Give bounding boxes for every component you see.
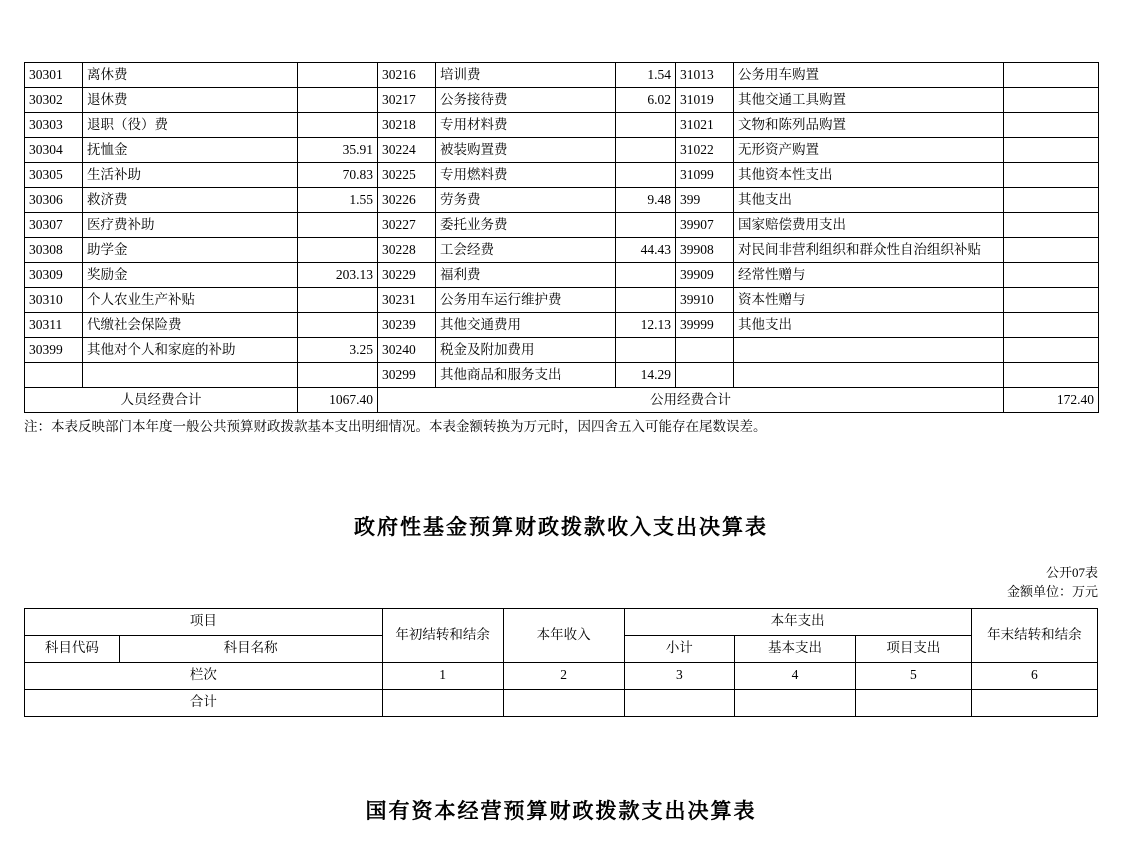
- row-2-name-2: 专用材料费: [436, 113, 616, 138]
- row-2-code-3: 31021: [676, 113, 734, 138]
- fund-cell-1-2: [624, 689, 734, 716]
- fund-cell-0-4: 5: [856, 662, 972, 689]
- row-9-value-3: [1004, 288, 1099, 313]
- row-12-code-3: [676, 363, 734, 388]
- row-11-value-3: [1004, 338, 1099, 363]
- row-2-code-2: 30218: [378, 113, 436, 138]
- row-2-name-1: 退职（役）费: [83, 113, 298, 138]
- row-12-name-1: [83, 363, 298, 388]
- row-10-code-3: 39999: [676, 313, 734, 338]
- fund-cell-1-3: [735, 689, 856, 716]
- row-8-code-3: 39909: [676, 263, 734, 288]
- row-0-name-1: 离休费: [83, 63, 298, 88]
- fund-header-subtotal: 小计: [624, 635, 734, 662]
- row-11-value-2: [616, 338, 676, 363]
- fund-amount-unit: 金额单位：万元: [1006, 584, 1098, 600]
- fund-cell-1-5: [971, 689, 1097, 716]
- row-3-value-1: 35.91: [298, 138, 378, 163]
- row-6-name-1: 医疗费补助: [83, 213, 298, 238]
- soe-section-title: 国有资本经营预算财政拨款支出决算表: [365, 798, 757, 823]
- row-5-code-3: 399: [676, 188, 734, 213]
- row-6-code-2: 30227: [378, 213, 436, 238]
- row-0-value-2: 1.54: [616, 63, 676, 88]
- fund-meta: [24, 563, 1098, 602]
- fund-header-year-income: 本年收入: [503, 608, 624, 662]
- row-7-name-1: 助学金: [83, 238, 298, 263]
- row-8-code-1: 30309: [25, 263, 83, 288]
- row-7-value-2: 44.43: [616, 238, 676, 263]
- row-8-name-3: 经常性赠与: [734, 263, 1004, 288]
- row-7-value-3: [1004, 238, 1099, 263]
- row-10-code-2: 30239: [378, 313, 436, 338]
- row-0-name-3: 公务用车购置: [734, 63, 1004, 88]
- row-11-name-2: 税金及附加费用: [436, 338, 616, 363]
- fund-row-column-index: [25, 662, 1098, 689]
- row-4-name-2: 专用燃料费: [436, 163, 616, 188]
- row-0-code-3: 31013: [676, 63, 734, 88]
- row-11-code-3: [676, 338, 734, 363]
- row-1-name-3: 其他交通工具购置: [734, 88, 1004, 113]
- row-7-code-1: 30308: [25, 238, 83, 263]
- row-9-name-3: 资本性赠与: [734, 288, 1004, 313]
- fund-cell-1-0: [382, 689, 503, 716]
- row-8-code-2: 30229: [378, 263, 436, 288]
- row-2-name-3: 文物和陈列品购置: [734, 113, 1004, 138]
- row-10-value-1: [298, 313, 378, 338]
- row-4-value-1: 70.83: [298, 163, 378, 188]
- row-6-name-3: 国家赔偿费用支出: [734, 213, 1004, 238]
- row-4-name-3: 其他资本性支出: [734, 163, 1004, 188]
- row-11-code-2: 30240: [378, 338, 436, 363]
- row-5-name-1: 救济费: [83, 188, 298, 213]
- row-3-name-2: 被装购置费: [436, 138, 616, 163]
- row-6-name-2: 委托业务费: [436, 213, 616, 238]
- row-7-value-1: [298, 238, 378, 263]
- row-2-value-3: [1004, 113, 1099, 138]
- row-12-code-1: [25, 363, 83, 388]
- row-1-value-1: [298, 88, 378, 113]
- row-4-name-1: 生活补助: [83, 163, 298, 188]
- row-12-code-2: 30299: [378, 363, 436, 388]
- row-10-value-3: [1004, 313, 1099, 338]
- fund-row-total: [25, 689, 1098, 716]
- fund-header-end-balance: 年末结转和结余: [971, 608, 1097, 662]
- row-3-code-2: 30224: [378, 138, 436, 163]
- row-5-value-1: 1.55: [298, 188, 378, 213]
- row-5-value-3: [1004, 188, 1099, 213]
- row-8-value-1: 203.13: [298, 263, 378, 288]
- row-0-name-2: 培训费: [436, 63, 616, 88]
- row-12-name-2: 其他商品和服务支出: [436, 363, 616, 388]
- row-10-name-2: 其他交通费用: [436, 313, 616, 338]
- row-5-name-2: 劳务费: [436, 188, 616, 213]
- row-5-name-3: 其他支出: [734, 188, 1004, 213]
- table-note: 注：本表反映部门本年度一般公共预算财政拨款基本支出明细情况。本表金额转换为万元时，因四舍五入可能存在尾数误差。: [24, 419, 767, 434]
- fund-cell-0-0: 1: [382, 662, 503, 689]
- row-11-code-1: 30399: [25, 338, 83, 363]
- table-row: [25, 313, 1099, 338]
- row-7-code-3: 39908: [676, 238, 734, 263]
- table-row: [25, 88, 1099, 113]
- row-12-name-3: [734, 363, 1004, 388]
- fund-cell-1-1: [503, 689, 624, 716]
- table-row: [25, 113, 1099, 138]
- row-4-value-3: [1004, 163, 1099, 188]
- table-row: [25, 238, 1099, 263]
- row-9-name-1: 个人农业生产补贴: [83, 288, 298, 313]
- row-7-name-2: 工会经费: [436, 238, 616, 263]
- fund-budget-table: [24, 608, 1098, 717]
- row-10-value-2: 12.13: [616, 313, 676, 338]
- fund-cell-0-3: 4: [735, 662, 856, 689]
- table-row: [25, 363, 1099, 388]
- fund-header-project-expense: 项目支出: [856, 635, 972, 662]
- fund-header-subject-name: 科目名称: [119, 635, 382, 662]
- row-1-code-1: 30302: [25, 88, 83, 113]
- table-row: [25, 338, 1099, 363]
- row-6-code-1: 30307: [25, 213, 83, 238]
- row-0-value-3: [1004, 63, 1099, 88]
- row-5-value-2: 9.48: [616, 188, 676, 213]
- row-10-code-1: 30311: [25, 313, 83, 338]
- row-7-name-3: 对民间非营利组织和群众性自治组织补贴: [734, 238, 1004, 263]
- row-10-name-1: 代缴社会保险费: [83, 313, 298, 338]
- row-0-code-1: 30301: [25, 63, 83, 88]
- row-12-value-1: [298, 363, 378, 388]
- row-6-value-3: [1004, 213, 1099, 238]
- personnel-total-label: 人员经费合计: [25, 388, 298, 413]
- row-1-value-3: [1004, 88, 1099, 113]
- table-row: [25, 163, 1099, 188]
- row-8-name-2: 福利费: [436, 263, 616, 288]
- row-2-value-2: [616, 113, 676, 138]
- fund-header-item: 项目: [25, 608, 383, 635]
- row-3-value-2: [616, 138, 676, 163]
- row-7-code-2: 30228: [378, 238, 436, 263]
- row-11-name-1: 其他对个人和家庭的补助: [83, 338, 298, 363]
- row-4-code-3: 31099: [676, 163, 734, 188]
- row-2-value-1: [298, 113, 378, 138]
- fund-cell-0-2: 3: [624, 662, 734, 689]
- fund-cell-0-5: 6: [971, 662, 1097, 689]
- fund-row-label-1: 合计: [25, 689, 383, 716]
- table-row-total: [25, 388, 1099, 413]
- row-4-code-2: 30225: [378, 163, 436, 188]
- fund-form-code: 公开07表: [1045, 564, 1098, 580]
- row-9-value-1: [298, 288, 378, 313]
- personnel-total-value: 1067.40: [298, 388, 378, 413]
- table-row: [25, 63, 1099, 88]
- row-12-value-3: [1004, 363, 1099, 388]
- row-3-name-3: 无形资产购置: [734, 138, 1004, 163]
- row-1-code-2: 30217: [378, 88, 436, 113]
- public-total-value: 172.40: [1004, 388, 1099, 413]
- row-9-code-1: 30310: [25, 288, 83, 313]
- basic-expenditure-detail-table: [24, 62, 1099, 413]
- table-row: [25, 288, 1099, 313]
- row-3-code-1: 30304: [25, 138, 83, 163]
- table-row: [25, 138, 1099, 163]
- table-row: [25, 263, 1099, 288]
- public-total-label: 公用经费合计: [378, 388, 1004, 413]
- row-5-code-2: 30226: [378, 188, 436, 213]
- row-2-code-1: 30303: [25, 113, 83, 138]
- row-11-value-1: 3.25: [298, 338, 378, 363]
- row-9-code-2: 30231: [378, 288, 436, 313]
- fund-header-basic-expense: 基本支出: [735, 635, 856, 662]
- row-0-value-1: [298, 63, 378, 88]
- row-3-value-3: [1004, 138, 1099, 163]
- fund-cell-0-1: 2: [503, 662, 624, 689]
- fund-cell-1-4: [856, 689, 972, 716]
- row-6-value-1: [298, 213, 378, 238]
- row-4-code-1: 30305: [25, 163, 83, 188]
- row-0-code-2: 30216: [378, 63, 436, 88]
- fund-header-subject-code: 科目代码: [25, 635, 120, 662]
- row-6-code-3: 39907: [676, 213, 734, 238]
- row-9-value-2: [616, 288, 676, 313]
- fund-section-title: 政府性基金预算财政拨款收入支出决算表: [354, 514, 768, 539]
- row-11-name-3: [734, 338, 1004, 363]
- row-9-code-3: 39910: [676, 288, 734, 313]
- row-8-name-1: 奖励金: [83, 263, 298, 288]
- row-1-name-1: 退休费: [83, 88, 298, 113]
- fund-header-row-1: [25, 608, 1098, 635]
- fund-header-begin-balance: 年初结转和结余: [382, 608, 503, 662]
- row-6-value-2: [616, 213, 676, 238]
- row-4-value-2: [616, 163, 676, 188]
- document-page: [0, 62, 1122, 855]
- row-10-name-3: 其他支出: [734, 313, 1004, 338]
- fund-header-year-expense: 本年支出: [624, 608, 971, 635]
- row-1-name-2: 公务接待费: [436, 88, 616, 113]
- fund-row-label-0: 栏次: [25, 662, 383, 689]
- row-8-value-2: [616, 263, 676, 288]
- row-12-value-2: 14.29: [616, 363, 676, 388]
- row-3-name-1: 抚恤金: [83, 138, 298, 163]
- row-1-value-2: 6.02: [616, 88, 676, 113]
- row-9-name-2: 公务用车运行维护费: [436, 288, 616, 313]
- row-8-value-3: [1004, 263, 1099, 288]
- table-row: [25, 188, 1099, 213]
- row-3-code-3: 31022: [676, 138, 734, 163]
- table-row: [25, 213, 1099, 238]
- row-5-code-1: 30306: [25, 188, 83, 213]
- row-1-code-3: 31019: [676, 88, 734, 113]
